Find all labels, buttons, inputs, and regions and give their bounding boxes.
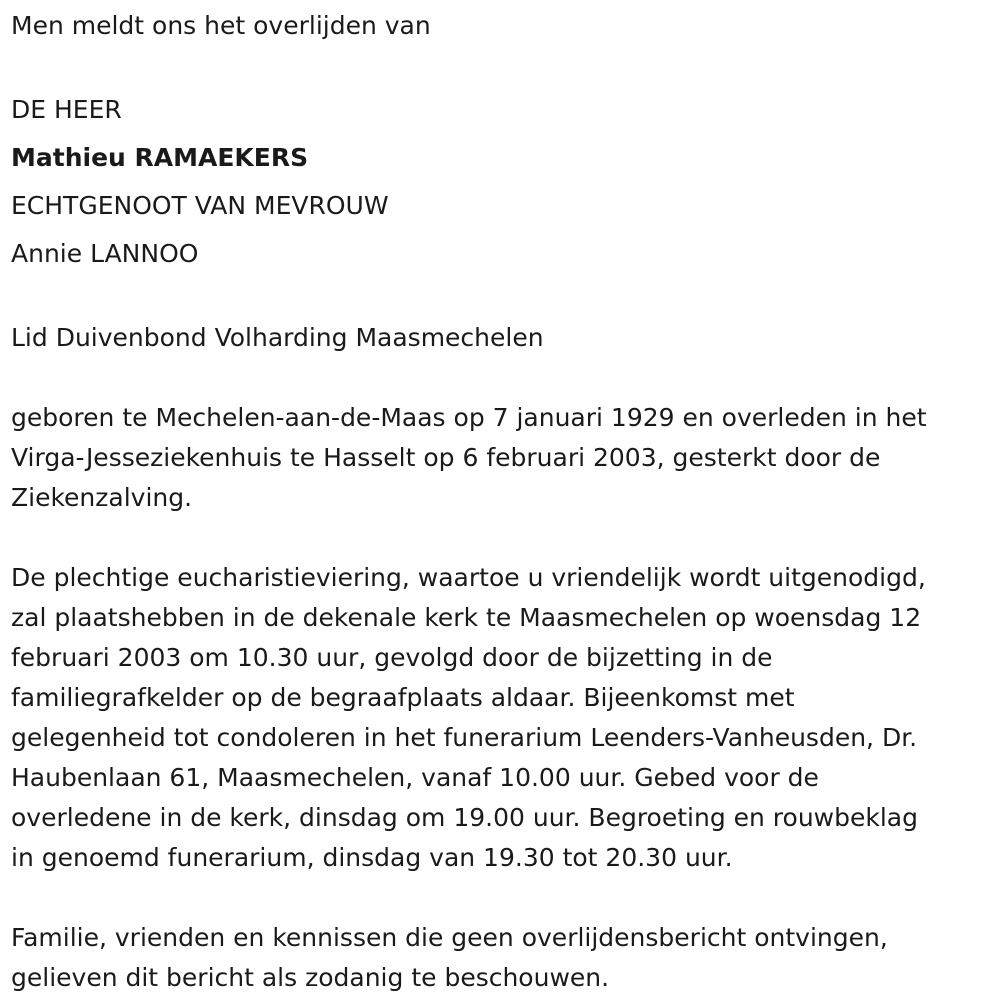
paragraph-line: overledene in de kerk, dinsdag om 19.00 uur. Begroeting en rouwbeklag xyxy=(11,803,918,832)
ceremony-paragraph xyxy=(11,558,1000,878)
paragraph-line: familiegrafkelder op de begraafplaats aldaar. Bijeenkomst met xyxy=(11,683,795,712)
paragraph-line: zal plaatshebben in de dekenale kerk te Maasmechelen op woensdag 12 xyxy=(11,603,922,632)
paragraph-line: Virga-Jesseziekenhuis te Hasselt op 6 februari 2003, gesterkt door de xyxy=(11,443,881,472)
birth-death-paragraph xyxy=(11,398,1000,518)
paragraph-line: gelieven dit bericht als zodanig te beschouwen. xyxy=(11,963,610,992)
paragraph-line: februari 2003 om 10.30 uur, gevolgd door de bijzetting in de xyxy=(11,643,773,672)
spacer xyxy=(11,278,1000,318)
spacer xyxy=(11,518,1000,558)
paragraph-line: gelegenheid tot condoleren in het funerarium Leenders-Vanheusden, Dr. xyxy=(11,723,918,752)
relation-text: ECHTGENOOT VAN MEVROUW xyxy=(11,191,389,220)
paragraph-line: Haubenlaan 61, Maasmechelen, vanaf 10.00 uur. Gebed voor de xyxy=(11,763,819,792)
paragraph-line: De plechtige eucharistieviering, waartoe u vriendelijk wordt uitgenodigd, xyxy=(11,563,926,592)
membership-text: Lid Duivenbond Volharding Maasmechelen xyxy=(11,323,544,352)
title-text: DE HEER xyxy=(11,95,122,124)
closing-paragraph xyxy=(11,918,1000,998)
paragraph-line: Ziekenzalving. xyxy=(11,483,193,512)
spouse-name: Annie LANNOO xyxy=(11,239,199,268)
paragraph-line: in genoemd funerarium, dinsdag van 19.30 tot 20.30 uur. xyxy=(11,843,733,872)
paragraph-line: Familie, vrienden en kennissen die geen overlijdensbericht ontvingen, xyxy=(11,923,888,952)
spacer xyxy=(11,46,1000,86)
spacer xyxy=(11,878,1000,918)
spacer xyxy=(11,358,1000,398)
intro-text: Men meldt ons het overlijden van xyxy=(11,11,431,40)
paragraph-line: geboren te Mechelen-aan-de-Maas op 7 januari 1929 en overleden in het xyxy=(11,403,927,432)
deceased-name: Mathieu RAMAEKERS xyxy=(11,143,309,172)
